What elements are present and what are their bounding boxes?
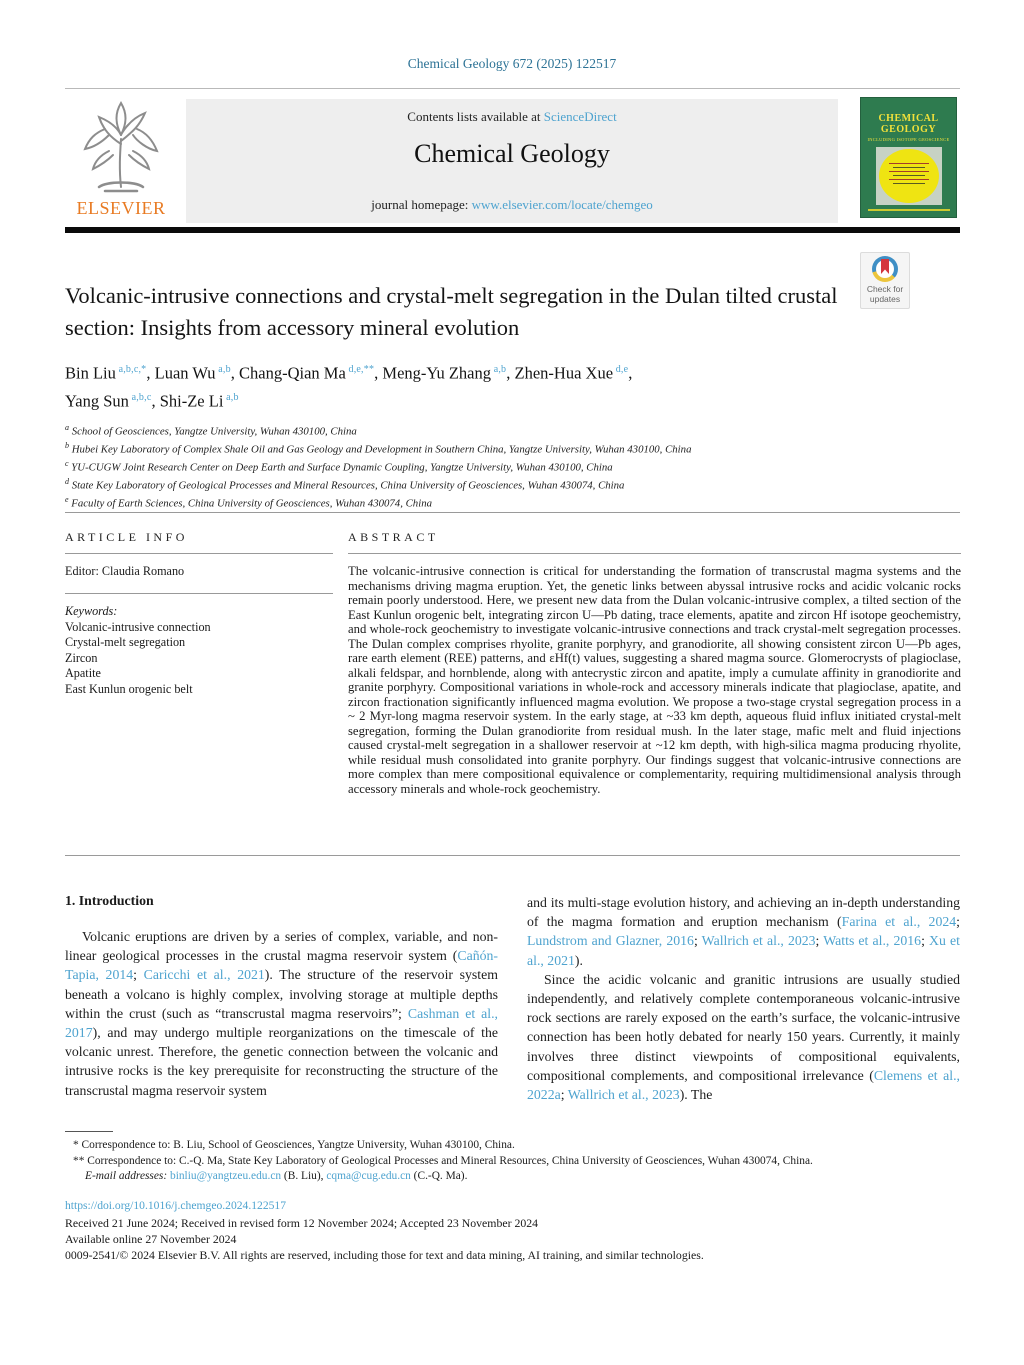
article-info-rule-2	[65, 593, 333, 594]
check-for-updates-badge[interactable]	[860, 252, 910, 309]
check-for-updates-label: Check for updates	[866, 284, 904, 304]
text-segment: Bin Liu	[65, 363, 116, 383]
inline-link[interactable]: www.elsevier.com/locate/chemgeo	[471, 197, 653, 212]
article-info-heading: ARTICLE INFO	[65, 530, 188, 544]
inline-link[interactable]: Clemens et al., 2022a	[527, 1067, 960, 1103]
inline-link[interactable]: Cashman et al., 2017	[65, 1005, 499, 1041]
text-segment: ). The structure of the reservoir system beneath a volcano is highly complex, involving storage at multiple depths within the crust (such as “transcrustal magma reservoirs”;	[65, 967, 498, 1021]
text-segment: , Chang-Qian Ma	[230, 363, 346, 383]
footnote-correspondence-2	[65, 1154, 963, 1170]
editor-line: Editor: Claudia Romano	[65, 564, 185, 578]
doi-link[interactable]: https://doi.org/10.1016/j.chemgeo.2024.122517	[65, 1199, 287, 1212]
text-segment: ;	[133, 967, 144, 983]
elsevier-wordmark: ELSEVIER	[76, 198, 166, 218]
available-online-line: Available online 27 November 2024	[65, 1232, 237, 1246]
text-segment: ;	[560, 1087, 568, 1103]
abstract-text: The volcanic-intrusive connection is critical for understanding the formation of transcrustal magma systems and the mechanisms driving magma eruption. Yet, the genetic links between abyssal intrusive rocks and acidic volcanic rocks remain poorly understood. Here, we present new data from the Dulan volcanic-intrusive complex, a tilted section of the East Kunlun orogenic belt, integrating zircon U—Pb dating, trace elements, apatite and zircon Hf isotope geochemistry, and whole-rock geochemistry to investigate volcanic-intrusive connections and track crystal-melt segregation processes. The Dulan complex comprises rhyolite, granite porphyry, and granodiorite, all showing consistent zircon U—Pb ages, rare earth element (REE) patterns, and εHf(t) values, suggesting a shared magma source. Glomerocrysts of plagioclase, alkali feldspar, and hornblende, along with antecrystic zircon and apatite, imply a cumulate affinity in granodiorite and granite porphyry. Compositional variations in whole-rock and accessory minerals indicate that plagioclase, apatite, and zircon fractionation significantly influenced magma evolution. We propose a two-stage crystal segregation process in a ~ 2 Myr-long magma reservoir system. In the early stage, at ~33 km depth, aqueous fluid influx initiated crystal-melt segregation, forming the Dulan granodiorite from residual mush. In the later stage, mafic melt and fluid injections caused crystal-melt segregation in a shallower reservoir at ~12 km depth, with high-silica magma producing rhyolite, while residual mush consolidated into granite porphyry. Our findings suggest that volcanic-intrusive connections are more complex than mere compositional equivalence or complementarity, requiring multidimensional analysis through accessory minerals and whole-rock geochemistry.	[348, 564, 961, 796]
text-segment: ;	[815, 933, 824, 949]
keyword-item-5: East Kunlun orogenic belt	[65, 681, 193, 696]
text-segment: a,b	[223, 392, 239, 403]
inline-link[interactable]: Caricchi et al., 2021	[143, 967, 265, 983]
section-heading-introduction: 1. Introduction	[65, 893, 154, 908]
copyright-line: 0009-2541/© 2024 Elsevier B.V. All rights are reserved, including those for text and data mining, AI training, and similar technologies.	[65, 1248, 704, 1262]
text-segment: journal homepage:	[371, 197, 472, 212]
inline-link[interactable]: Farina et al., 2024	[841, 914, 957, 930]
intro-paragraph-left	[65, 927, 498, 1100]
text-segment: , Luan Wu	[146, 363, 216, 383]
contents-lists-line	[186, 109, 838, 125]
received-dates-line: Received 21 June 2024; Received in revised form 12 November 2024; Accepted 23 November 2024	[65, 1216, 539, 1230]
text-segment: Volcanic eruptions are driven by a series of complex, variable, and non-linear geological processes in the crustal magma reservoir system (	[65, 929, 498, 964]
abstract-rule	[348, 553, 961, 554]
abstract-heading: ABSTRACT	[348, 530, 439, 544]
footnote-divider	[65, 1131, 113, 1132]
cover-ellipse-graphic	[879, 149, 939, 203]
journal-cover-thumbnail	[860, 97, 957, 218]
text-segment: ), and may undergo multiple reorganizations on the timescale of the volcanic unrest. Therefore, the genetic connection between the volcanic and intrusive rocks is the key prerequisite for reconstructing the structure of the transcrustal magma reservoir system	[65, 1025, 498, 1098]
footnotes	[65, 1138, 963, 1185]
affiliation-line-d: $^d$ State Key Laboratory of Geological Processes and Mineral Resources, China University of Geosciences, Wuhan 430074, China	[65, 477, 625, 492]
author-line-2	[65, 386, 885, 414]
text-segment: ;	[693, 933, 702, 949]
inline-link[interactable]: Lundstrom and Glazner, 2016	[527, 933, 694, 949]
text-segment: ** Correspondence to: C.-Q. Ma, State Key Laboratory of Geological Processes and Mineral Resources, China University of Geosciences, Wuhan 430074, China.	[73, 1154, 813, 1167]
inline-link[interactable]: binliu@yangtzeu.edu.cn	[170, 1170, 282, 1183]
text-segment: a,b	[491, 364, 507, 375]
text-segment: , Meng-Yu Zhang	[374, 363, 492, 383]
intro-paragraph-right	[527, 893, 960, 1104]
text-segment: , Zhen-Hua Xue	[506, 363, 614, 383]
inline-link[interactable]: Wallrich et al., 2023	[567, 1087, 680, 1103]
inline-link[interactable]: Cañón-Tapia, 2014	[65, 948, 498, 983]
inline-link[interactable]: ScienceDirect	[543, 109, 617, 124]
text-segment: ). The	[679, 1087, 713, 1103]
article-info-column	[65, 530, 333, 697]
text-segment: a,b	[215, 364, 231, 375]
text-segment: d,e,**	[345, 364, 375, 375]
cover-bottom-strip	[868, 209, 950, 211]
text-segment: and its multi-stage evolution history, and achieving an in-depth understanding of the magma formation and eruption mechanism (	[527, 895, 960, 930]
journal-homepage-line	[186, 197, 838, 213]
check-for-updates-icon	[872, 256, 898, 282]
text-segment: (C.-Q. Ma).	[410, 1170, 468, 1183]
text-segment: Contents lists available at	[407, 109, 544, 124]
keyword-item-4: Apatite	[65, 666, 101, 680]
affiliation-line-b: $^b$ Hubei Key Laboratory of Complex Shale Oil and Gas Geology and Development in Southern China, Yangtze University, Wuhan 430100, China	[65, 441, 692, 456]
text-segment: (B. Liu),	[281, 1170, 327, 1183]
journal-title: Chemical Geology	[414, 139, 610, 168]
text-segment: E-mail addresses:	[85, 1170, 170, 1183]
elsevier-tree-icon	[75, 99, 167, 197]
journal-header-panel	[186, 99, 838, 223]
text-segment: ).	[574, 952, 583, 968]
header-black-bar	[65, 227, 960, 233]
cover-title: CHEMICAL GEOLOGY	[878, 113, 939, 135]
text-segment: a,b,c,*	[115, 364, 147, 375]
text-segment: Since the acidic volcanic and granitic intrusions are usually studied independently, and relatively complete contemporaneous volcanic-intrusive rock sections are rarely exposed on the earth’s surface, the volcanic-intrusive connection has been hotly debated for nearly 150 years. Currently, it mainly involves three distinct viewpoints of compositional equivalents, compositional complements, and compositional irrelevance (	[527, 971, 960, 1083]
inline-link[interactable]: cqma@cug.edu.cn	[326, 1170, 411, 1183]
info-section-top-divider	[65, 512, 960, 513]
abstract-bottom-divider	[65, 855, 960, 856]
article-info-rule-1	[65, 553, 333, 554]
text-segment: d,e	[613, 364, 629, 375]
cover-inner-box	[876, 147, 942, 205]
inline-link[interactable]: Xu et al., 2021	[527, 933, 960, 968]
text-segment: Yang Sun	[65, 391, 129, 411]
inline-link[interactable]: Watts et al., 2016	[823, 933, 922, 949]
keywords-label: Keywords:	[65, 604, 118, 618]
inline-link[interactable]: Wallrich et al., 2023	[701, 933, 816, 949]
cover-subtitle: INCLUDING ISOTOPE GEOSCIENCE	[867, 137, 950, 142]
keyword-item-2: Crystal-melt segregation	[65, 635, 186, 649]
elsevier-logo	[65, 99, 177, 223]
text-segment: ,	[628, 363, 633, 383]
text-segment: ;	[921, 933, 930, 949]
abstract-column	[348, 530, 961, 796]
journal-citation: Chemical Geology 672 (2025) 122517	[407, 56, 617, 71]
keyword-item-1: Volcanic-intrusive connection	[65, 619, 211, 634]
article-title: Volcanic-intrusive connections and crystal-melt segregation in the Dulan tilted crustal section: Insights from accessory mineral evolution	[65, 283, 838, 340]
author-line-1	[65, 358, 885, 386]
keyword-item-3: Zircon	[65, 650, 98, 665]
footnote-correspondence-1	[65, 1138, 963, 1154]
text-segment: a,b,c	[128, 392, 152, 403]
affiliation-line-a: $^a$ School of Geosciences, Yangtze University, Wuhan 430100, China	[65, 423, 357, 438]
text-segment: , Shi-Ze Li	[151, 391, 224, 411]
footnote-email-addresses	[65, 1169, 963, 1185]
intro-paragraph-right-1	[527, 893, 960, 970]
author-list	[65, 358, 885, 414]
text-segment: ;	[956, 914, 960, 930]
affiliation-line-c: $^c$ YU-CUGW Joint Research Center on Deep Earth and Surface Dynamic Coupling, Yangtze University, Wuhan 430100, China	[65, 459, 613, 474]
text-segment: * Correspondence to: B. Liu, School of Geosciences, Yangtze University, Wuhan 430100, China.	[73, 1139, 515, 1151]
intro-paragraph-right-2	[527, 970, 960, 1104]
header-top-divider	[65, 88, 960, 89]
affiliations	[65, 421, 960, 511]
affiliation-line-e: $^e$ Faculty of Earth Sciences, China University of Geosciences, Wuhan 430074, China	[65, 495, 432, 510]
